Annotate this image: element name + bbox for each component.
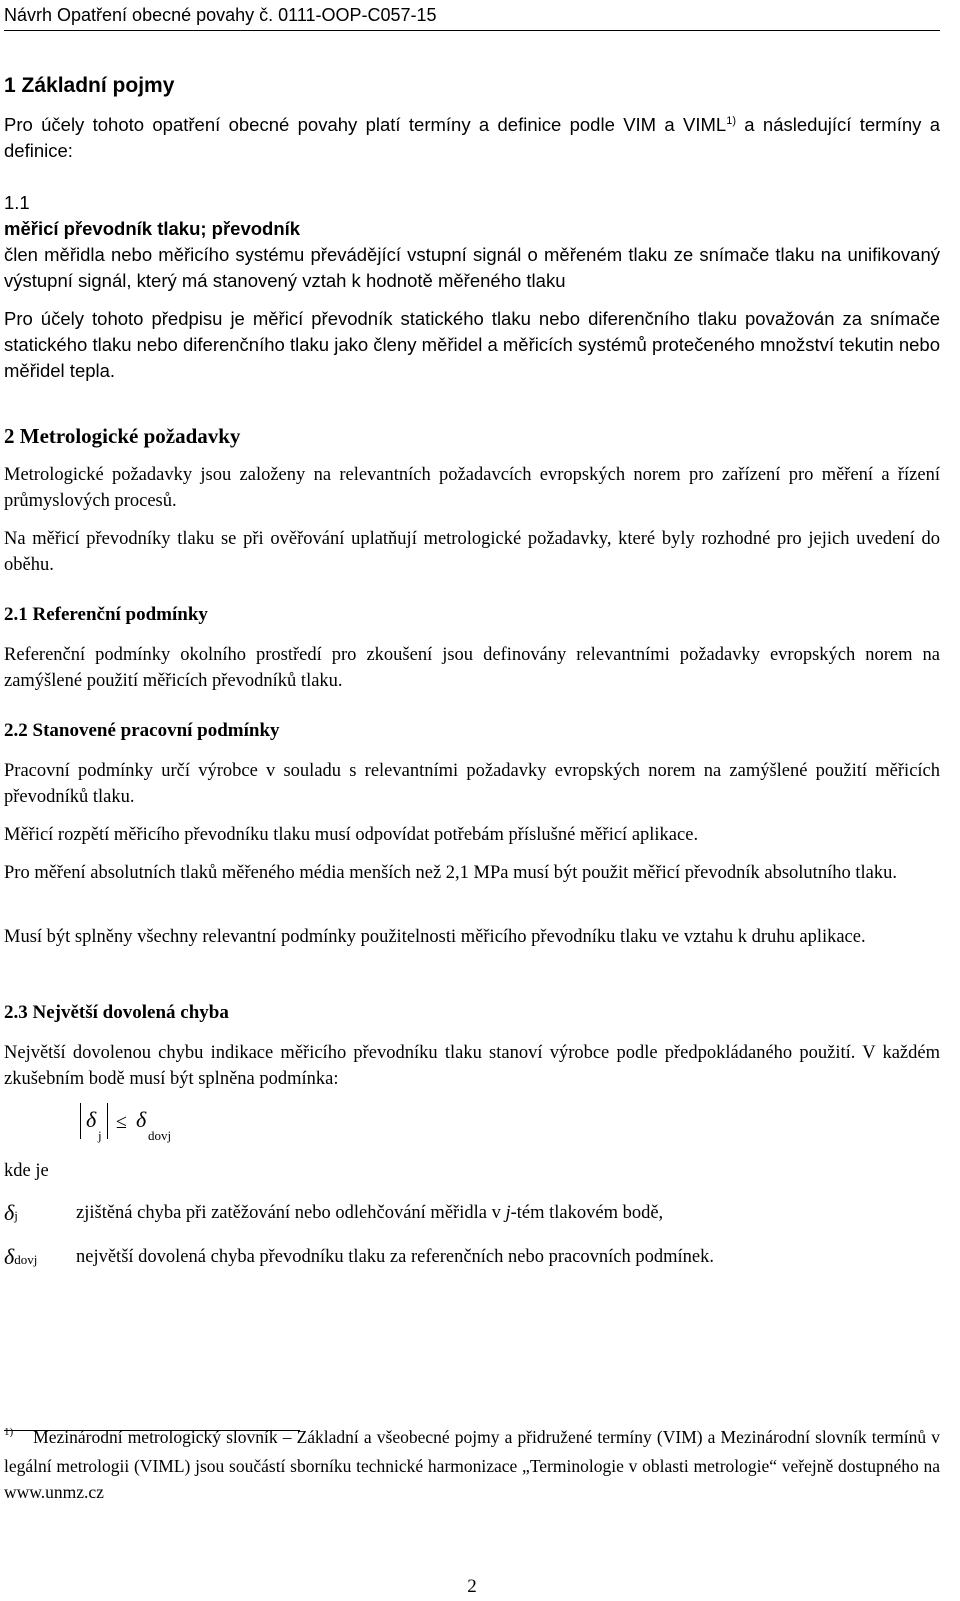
delta-symbol-max: δ bbox=[136, 1107, 147, 1132]
section-2-2-p4: Musí být splněny všechny relevantní podmínky použitelnosti měřicího převodníku tlaku ve vztahu k druhu aplikace. bbox=[4, 927, 866, 947]
subscript-dovj: dovj bbox=[148, 1128, 172, 1143]
section-1 bbox=[4, 72, 940, 100]
leq-symbol: ≤ bbox=[116, 1111, 127, 1133]
where-label: kde je bbox=[4, 1161, 49, 1181]
term-title: měřicí převodník tlaku; převodník bbox=[4, 218, 301, 239]
section-2-3-p1: Největší dovolenou chybu indikace měřicího převodníku tlaku stanoví výrobce podle předpokládaného použití. V každém zkušebním bodě musí být splněna podmínka: bbox=[4, 1043, 940, 1089]
subscript-j: j bbox=[98, 1128, 102, 1143]
footnote-ref: 1) bbox=[726, 114, 736, 127]
symbol-delta-j: δj bbox=[4, 1200, 18, 1225]
section-2-2-p2: Měřicí rozpětí měřicího převodníku tlaku musí odpovídat potřebám příslušné měřicí aplikace. bbox=[4, 825, 699, 845]
page-number: 2 bbox=[467, 1576, 477, 1597]
section-2-p1: Metrologické požadavky jsou založeny na relevantních požadavcích evropských norem pro zařízení pro měření a řízení průmyslových procesů. bbox=[4, 465, 940, 511]
footnote bbox=[4, 1424, 940, 1505]
section-2-p2: Na měřicí převodníky tlaku se při ověřování uplatňují metrologické požadavky, které byly rozhodné pro jejich uvedení do oběhu. bbox=[4, 529, 940, 575]
section-2-2 bbox=[4, 718, 940, 744]
symbol-delta-dovj: δdovj bbox=[4, 1244, 38, 1269]
delta-symbol: δ bbox=[86, 1107, 97, 1132]
section-1-intro: Pro účely tohoto opatření obecné povahy platí termíny a definice podle VIM a VIML$^{1)}$ a následující termíny a definice: bbox=[4, 114, 940, 161]
term-number: 1.1 bbox=[4, 192, 30, 213]
section-2-1-title: 2.1 Referenční podmínky bbox=[4, 604, 208, 625]
page-header: Návrh Opatření obecné povahy č. 0111-OOP-C057-15 bbox=[4, 2, 940, 31]
section-1-title: 1 Základní pojmy bbox=[4, 74, 175, 97]
term-1-1 bbox=[4, 190, 940, 294]
term-note: Pro účely tohoto předpisu je měřicí převodník statického tlaku nebo diferenčního tlaku považován za snímače statického tlaku nebo diferenčního tlaku jako členy měřidel a měřicích systémů protečeného množství tekutin nebo měřidel tepla. bbox=[4, 308, 940, 381]
section-2-1-p1: Referenční podmínky okolního prostředí pro zkoušení jsou definovány relevantními požadavky evropských norem na zamýšlené použití měřicích převodníků tlaku. bbox=[4, 645, 940, 691]
section-2-2-p1: Pracovní podmínky určí výrobce v souladu s relevantními požadavky evropských norem na zamýšlené použití měřicích převodníků tlaku. bbox=[4, 761, 940, 807]
section-2 bbox=[4, 422, 940, 450]
footnote-mark: 1) bbox=[4, 1426, 14, 1438]
term-definition: člen měřidla nebo měřicího systému převádějící vstupní signál o měřeném tlaku ze snímače tlaku na unifikovaný výstupní signál, který má stanovený vztah k hodnotě měřeného tlaku bbox=[4, 244, 940, 291]
section-2-1 bbox=[4, 602, 940, 628]
section-2-title: 2 Metrologické požadavky bbox=[4, 424, 241, 448]
definition-delta-dovj: δdovj největší dovolená chyba převodníku tlaku za referenčních nebo pracovních podmínek. bbox=[4, 1244, 940, 1274]
section-2-2-title: 2.2 Stanovené pracovní podmínky bbox=[4, 720, 280, 741]
section-2-2-p3: Pro měření absolutních tlaků měřeného média menších než 2,1 MPa musí být použit měřicí převodník absolutního tlaku. bbox=[4, 863, 897, 883]
section-2-3 bbox=[4, 1000, 940, 1026]
definition-delta-j: δj zjištěná chyba při zatěžování nebo odlehčování měřidla v j-tém tlakovém bodě, bbox=[4, 1200, 940, 1230]
error-condition-formula bbox=[80, 1103, 380, 1143]
section-2-3-title: 2.3 Největší dovolená chyba bbox=[4, 1002, 229, 1023]
footnote-text: Mezinárodní metrologický slovník – Základní a všeobecné pojmy a přidružené termíny (VIM) a Mezinárodní slovník termínů v legální metrologii (VIML) jsou součástí sborníku technické harmonizace „Terminologie v oblasti metrologie“ veřejně dostupného na www.unmz.cz bbox=[4, 1427, 940, 1502]
